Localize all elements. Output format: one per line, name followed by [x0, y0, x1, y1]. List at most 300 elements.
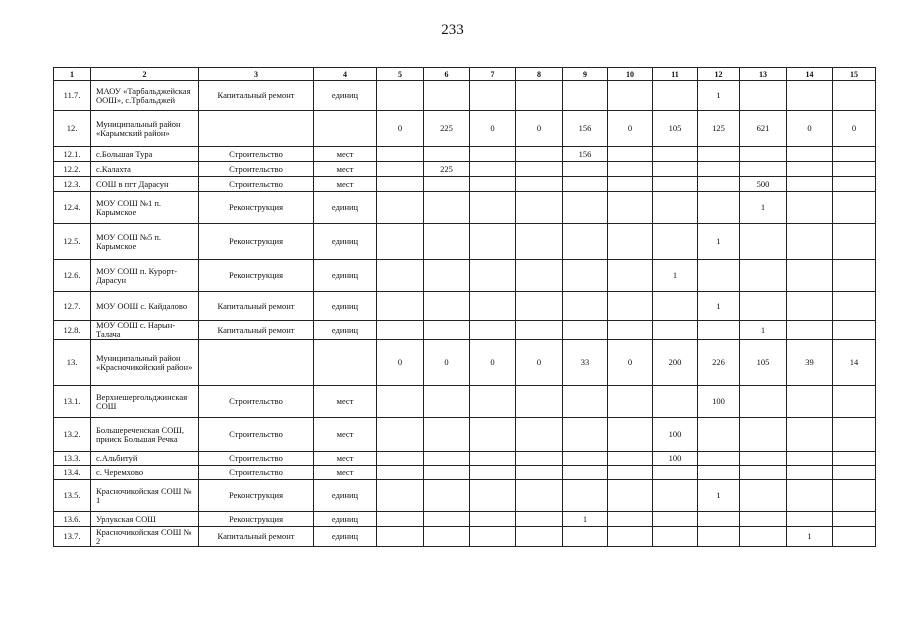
value-cell	[377, 480, 424, 512]
work-type: Строительство	[199, 162, 314, 177]
value-cell	[833, 81, 876, 111]
value-cell	[424, 480, 470, 512]
value-cell	[516, 452, 563, 466]
table-row	[54, 162, 876, 177]
work-type: Реконструкция	[199, 192, 314, 224]
value-cell	[377, 321, 424, 340]
value-cell	[470, 480, 516, 512]
unit: единиц	[314, 224, 377, 260]
value-cell	[516, 418, 563, 452]
value-cell	[608, 260, 653, 292]
value-cell	[516, 512, 563, 527]
value-cell	[787, 512, 833, 527]
unit: единиц	[314, 480, 377, 512]
value-cell	[563, 81, 608, 111]
value-cell	[740, 162, 787, 177]
value-cell	[424, 177, 470, 192]
unit	[314, 340, 377, 386]
object-name: Красночикойская СОШ № 2	[91, 527, 199, 547]
work-type: Капитальный ремонт	[199, 527, 314, 547]
value-cell: 0	[470, 340, 516, 386]
row-number: 13.5.	[54, 480, 91, 512]
value-cell	[833, 466, 876, 480]
row-number: 11.7.	[54, 81, 91, 111]
value-cell: 1	[563, 512, 608, 527]
object-name: МОУ ООШ с. Кайдалово	[91, 292, 199, 321]
unit: мест	[314, 162, 377, 177]
value-cell	[608, 81, 653, 111]
value-cell	[653, 292, 698, 321]
value-cell	[563, 386, 608, 418]
header-cell: 11	[653, 68, 698, 81]
header-cell: 1	[54, 68, 91, 81]
object-name: с. Черемхово	[91, 466, 199, 480]
header-cell: 2	[91, 68, 199, 81]
value-cell	[424, 418, 470, 452]
header-cell: 12	[698, 68, 740, 81]
header-cell: 15	[833, 68, 876, 81]
work-type: Строительство	[199, 418, 314, 452]
value-cell: 1	[698, 480, 740, 512]
row-number: 12.6.	[54, 260, 91, 292]
value-cell: 100	[653, 418, 698, 452]
value-cell	[740, 260, 787, 292]
value-cell	[653, 177, 698, 192]
value-cell: 1	[698, 81, 740, 111]
value-cell	[787, 292, 833, 321]
value-cell	[424, 81, 470, 111]
value-cell	[516, 292, 563, 321]
table-row	[54, 260, 876, 292]
table-row	[54, 386, 876, 418]
value-cell	[608, 512, 653, 527]
value-cell	[833, 418, 876, 452]
unit: мест	[314, 452, 377, 466]
header-cell: 4	[314, 68, 377, 81]
value-cell	[740, 452, 787, 466]
value-cell	[740, 386, 787, 418]
value-cell	[833, 452, 876, 466]
value-cell	[377, 386, 424, 418]
value-cell	[653, 321, 698, 340]
value-cell	[653, 147, 698, 162]
value-cell	[377, 81, 424, 111]
value-cell	[787, 192, 833, 224]
value-cell	[424, 452, 470, 466]
value-cell	[698, 321, 740, 340]
value-cell	[516, 192, 563, 224]
value-cell: 0	[424, 340, 470, 386]
value-cell	[563, 224, 608, 260]
value-cell: 1	[740, 192, 787, 224]
value-cell	[653, 480, 698, 512]
value-cell	[563, 418, 608, 452]
header-cell: 9	[563, 68, 608, 81]
value-cell	[377, 418, 424, 452]
value-cell	[787, 480, 833, 512]
value-cell: 225	[424, 111, 470, 147]
object-name: МОУ СОШ №1 п. Карымское	[91, 192, 199, 224]
value-cell: 0	[377, 340, 424, 386]
value-cell: 0	[516, 111, 563, 147]
header-cell: 8	[516, 68, 563, 81]
value-cell: 0	[470, 111, 516, 147]
value-cell	[740, 418, 787, 452]
value-cell	[833, 386, 876, 418]
work-type: Капитальный ремонт	[199, 81, 314, 111]
value-cell	[608, 452, 653, 466]
value-cell	[470, 418, 516, 452]
value-cell	[698, 192, 740, 224]
value-cell	[833, 512, 876, 527]
value-cell	[698, 527, 740, 547]
work-type	[199, 340, 314, 386]
value-cell	[424, 527, 470, 547]
value-cell	[698, 452, 740, 466]
value-cell	[608, 418, 653, 452]
table-row	[54, 224, 876, 260]
value-cell: 0	[516, 340, 563, 386]
value-cell	[740, 81, 787, 111]
value-cell	[563, 452, 608, 466]
value-cell	[424, 512, 470, 527]
unit: мест	[314, 177, 377, 192]
value-cell	[740, 292, 787, 321]
value-cell	[608, 162, 653, 177]
value-cell	[653, 466, 698, 480]
header-cell: 13	[740, 68, 787, 81]
table-row	[54, 81, 876, 111]
value-cell	[698, 260, 740, 292]
table-row	[54, 321, 876, 340]
work-type: Капитальный ремонт	[199, 292, 314, 321]
value-cell	[698, 147, 740, 162]
value-cell: 1	[653, 260, 698, 292]
unit: единиц	[314, 512, 377, 527]
object-name: Верхнешергольджинская СОШ	[91, 386, 199, 418]
value-cell	[787, 224, 833, 260]
value-cell	[470, 321, 516, 340]
value-cell	[698, 466, 740, 480]
work-type: Реконструкция	[199, 512, 314, 527]
value-cell: 100	[698, 386, 740, 418]
unit: единиц	[314, 527, 377, 547]
header-cell: 7	[470, 68, 516, 81]
value-cell	[470, 177, 516, 192]
header-cell: 14	[787, 68, 833, 81]
value-cell: 39	[787, 340, 833, 386]
table-row	[54, 147, 876, 162]
value-cell	[740, 147, 787, 162]
object-name: Урлукская СОШ	[91, 512, 199, 527]
value-cell: 500	[740, 177, 787, 192]
value-cell	[833, 527, 876, 547]
row-number: 12.8.	[54, 321, 91, 340]
value-cell	[608, 527, 653, 547]
value-cell	[833, 292, 876, 321]
value-cell	[563, 162, 608, 177]
work-type: Строительство	[199, 452, 314, 466]
value-cell	[787, 418, 833, 452]
work-type: Реконструкция	[199, 224, 314, 260]
value-cell: 0	[608, 111, 653, 147]
object-name: МОУ СОШ №5 п. Карымское	[91, 224, 199, 260]
value-cell	[424, 192, 470, 224]
value-cell	[377, 162, 424, 177]
object-name: с.Калахта	[91, 162, 199, 177]
header-cell: 6	[424, 68, 470, 81]
value-cell	[563, 480, 608, 512]
value-cell	[516, 177, 563, 192]
value-cell	[470, 386, 516, 418]
unit: мест	[314, 147, 377, 162]
value-cell: 105	[653, 111, 698, 147]
work-type: Капитальный ремонт	[199, 321, 314, 340]
value-cell	[608, 321, 653, 340]
value-cell	[833, 224, 876, 260]
value-cell	[516, 321, 563, 340]
value-cell	[516, 260, 563, 292]
value-cell: 200	[653, 340, 698, 386]
value-cell	[653, 224, 698, 260]
row-number: 13.1.	[54, 386, 91, 418]
row-number: 12.7.	[54, 292, 91, 321]
row-number: 12.5.	[54, 224, 91, 260]
value-cell	[424, 224, 470, 260]
table-row	[54, 480, 876, 512]
value-cell: 1	[698, 224, 740, 260]
value-cell	[377, 527, 424, 547]
work-type	[199, 111, 314, 147]
value-cell: 156	[563, 111, 608, 147]
value-cell	[608, 386, 653, 418]
value-cell	[470, 512, 516, 527]
row-number: 13.3.	[54, 452, 91, 466]
object-name: СОШ в пгт Дарасун	[91, 177, 199, 192]
table-row	[54, 452, 876, 466]
value-cell	[833, 177, 876, 192]
object-name: Муниципальный район «Карымский район»	[91, 111, 199, 147]
table-row	[54, 418, 876, 452]
value-cell	[470, 147, 516, 162]
value-cell	[563, 260, 608, 292]
table-row	[54, 466, 876, 480]
value-cell	[470, 192, 516, 224]
header-cell: 5	[377, 68, 424, 81]
object-name: МАОУ «Тарбальджейская ООШ», с.Трбальджей	[91, 81, 199, 111]
value-cell	[608, 292, 653, 321]
value-cell	[608, 192, 653, 224]
value-cell	[698, 418, 740, 452]
table-row	[54, 527, 876, 547]
value-cell	[787, 177, 833, 192]
value-cell	[424, 466, 470, 480]
value-cell	[470, 224, 516, 260]
value-cell	[653, 162, 698, 177]
value-cell	[698, 162, 740, 177]
value-cell	[563, 527, 608, 547]
value-cell	[377, 452, 424, 466]
value-cell	[653, 386, 698, 418]
row-number: 12.2.	[54, 162, 91, 177]
value-cell	[740, 480, 787, 512]
value-cell	[740, 527, 787, 547]
row-number: 13.2.	[54, 418, 91, 452]
unit: мест	[314, 386, 377, 418]
unit: мест	[314, 418, 377, 452]
value-cell	[563, 177, 608, 192]
value-cell	[833, 260, 876, 292]
work-type: Строительство	[199, 466, 314, 480]
value-cell	[424, 386, 470, 418]
object-name: Муниципальный район «Красночикойский район»	[91, 340, 199, 386]
value-cell	[787, 321, 833, 340]
value-cell	[516, 466, 563, 480]
unit: единиц	[314, 260, 377, 292]
page-number: 233	[441, 22, 464, 38]
unit: единиц	[314, 292, 377, 321]
value-cell	[833, 162, 876, 177]
work-type: Реконструкция	[199, 480, 314, 512]
value-cell: 0	[833, 111, 876, 147]
unit: единиц	[314, 192, 377, 224]
value-cell	[787, 452, 833, 466]
value-cell	[470, 81, 516, 111]
value-cell: 125	[698, 111, 740, 147]
value-cell	[563, 466, 608, 480]
value-cell	[653, 512, 698, 527]
value-cell	[424, 292, 470, 321]
value-cell	[470, 527, 516, 547]
object-name: МОУ СОШ п. Курорт-Дарасун	[91, 260, 199, 292]
value-cell	[563, 292, 608, 321]
value-cell	[377, 147, 424, 162]
object-name: МОУ СОШ с. Нарын-Талача	[91, 321, 199, 340]
value-cell	[608, 466, 653, 480]
value-cell: 621	[740, 111, 787, 147]
value-cell: 156	[563, 147, 608, 162]
value-cell	[377, 512, 424, 527]
value-cell: 0	[787, 111, 833, 147]
value-cell	[698, 512, 740, 527]
value-cell	[653, 527, 698, 547]
object-name: Красночикойская СОШ № 1	[91, 480, 199, 512]
value-cell	[787, 386, 833, 418]
value-cell: 1	[787, 527, 833, 547]
value-cell	[516, 81, 563, 111]
value-cell	[516, 162, 563, 177]
value-cell: 33	[563, 340, 608, 386]
value-cell: 1	[740, 321, 787, 340]
value-cell	[470, 162, 516, 177]
header-row	[54, 68, 876, 81]
value-cell	[608, 147, 653, 162]
row-number: 12.4.	[54, 192, 91, 224]
object-name: с.Альбитуй	[91, 452, 199, 466]
value-cell	[740, 512, 787, 527]
row-number: 12.	[54, 111, 91, 147]
header-cell: 3	[199, 68, 314, 81]
row-number: 12.1.	[54, 147, 91, 162]
value-cell: 225	[424, 162, 470, 177]
row-number: 12.3.	[54, 177, 91, 192]
unit: мест	[314, 466, 377, 480]
value-cell	[516, 224, 563, 260]
header-cell: 10	[608, 68, 653, 81]
row-number: 13.6.	[54, 512, 91, 527]
value-cell	[563, 321, 608, 340]
work-type: Строительство	[199, 147, 314, 162]
value-cell	[470, 260, 516, 292]
work-type: Строительство	[199, 177, 314, 192]
value-cell	[516, 527, 563, 547]
value-cell	[377, 292, 424, 321]
value-cell: 226	[698, 340, 740, 386]
value-cell	[740, 224, 787, 260]
value-cell	[787, 147, 833, 162]
value-cell	[424, 260, 470, 292]
value-cell: 0	[608, 340, 653, 386]
value-cell: 0	[377, 111, 424, 147]
unit: единиц	[314, 321, 377, 340]
work-type: Строительство	[199, 386, 314, 418]
value-cell	[740, 466, 787, 480]
row-number: 13.7.	[54, 527, 91, 547]
row-number: 13.	[54, 340, 91, 386]
value-cell	[470, 292, 516, 321]
value-cell	[608, 480, 653, 512]
value-cell	[608, 224, 653, 260]
work-type: Реконструкция	[199, 260, 314, 292]
value-cell	[377, 224, 424, 260]
value-cell	[787, 260, 833, 292]
value-cell	[833, 321, 876, 340]
table-row	[54, 512, 876, 527]
table-row	[54, 177, 876, 192]
table-row	[54, 292, 876, 321]
table-row	[54, 192, 876, 224]
value-cell: 105	[740, 340, 787, 386]
value-cell	[787, 162, 833, 177]
table-row	[54, 111, 876, 147]
value-cell	[377, 177, 424, 192]
value-cell	[377, 466, 424, 480]
value-cell	[377, 192, 424, 224]
value-cell	[470, 452, 516, 466]
data-table	[53, 67, 876, 547]
row-number: 13.4.	[54, 466, 91, 480]
value-cell	[516, 480, 563, 512]
value-cell	[424, 321, 470, 340]
value-cell	[516, 386, 563, 418]
table-row	[54, 340, 876, 386]
unit	[314, 111, 377, 147]
value-cell	[787, 466, 833, 480]
value-cell	[377, 260, 424, 292]
value-cell	[833, 147, 876, 162]
value-cell	[608, 177, 653, 192]
value-cell	[653, 192, 698, 224]
value-cell	[516, 147, 563, 162]
value-cell	[563, 192, 608, 224]
object-name: Большереченская СОШ, прииск Большая Речка	[91, 418, 199, 452]
value-cell	[833, 192, 876, 224]
value-cell: 14	[833, 340, 876, 386]
value-cell	[787, 81, 833, 111]
value-cell	[833, 480, 876, 512]
value-cell	[470, 466, 516, 480]
value-cell	[653, 81, 698, 111]
